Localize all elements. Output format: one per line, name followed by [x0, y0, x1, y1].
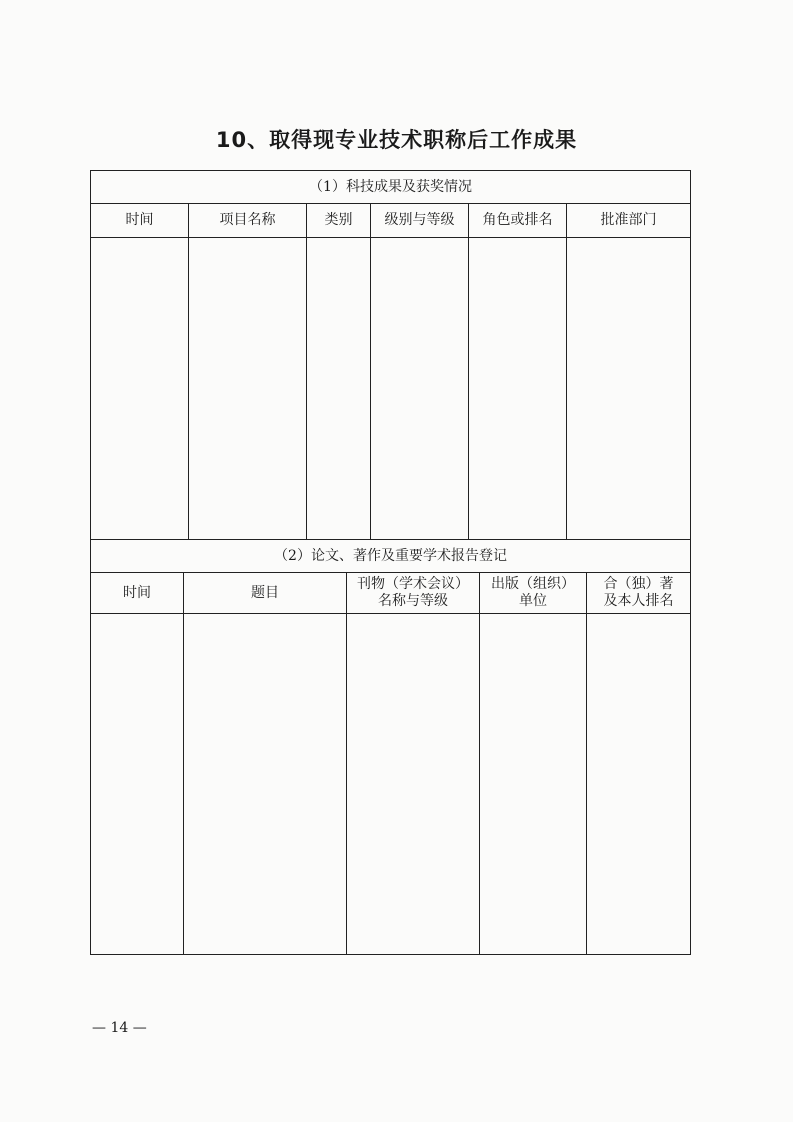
- column-cell[interactable]: [184, 614, 346, 954]
- achievements-awards-table: [90, 170, 691, 540]
- column-cell[interactable]: [91, 614, 183, 954]
- column-project-name: [189, 204, 307, 539]
- column-cell[interactable]: [91, 238, 188, 539]
- column-header-line1: 时间: [123, 584, 151, 601]
- column-cell[interactable]: [480, 614, 586, 954]
- column-cell[interactable]: [567, 238, 690, 539]
- column-header: 级别与等级: [371, 204, 468, 238]
- papers-works-header: （2）论文、著作及重要学术报告登记: [91, 540, 690, 573]
- column-header: 批准部门: [567, 204, 690, 238]
- page-title: 10、取得现专业技术职称后工作成果: [215, 128, 578, 152]
- column-header-line1: 合（独）著: [603, 576, 674, 592]
- page-number: — 14 —: [92, 1020, 147, 1036]
- column-journal-conference: [347, 573, 480, 954]
- achievements-awards-header: （1）科技成果及获奖情况: [91, 171, 690, 204]
- column-header-line1: 刊物（学术会议）: [357, 576, 469, 592]
- column-header-line2: 及本人排名: [603, 593, 674, 609]
- column-time: [91, 204, 189, 539]
- column-header: [480, 573, 586, 614]
- column-cell[interactable]: [371, 238, 468, 539]
- column-header: 类别: [307, 204, 370, 238]
- column-cell[interactable]: [307, 238, 370, 539]
- column-approving-dept: [567, 204, 690, 539]
- column-header: [91, 573, 183, 614]
- column-authorship-rank: [587, 573, 690, 954]
- column-header: 时间: [91, 204, 188, 238]
- column-header-line2: 名称与等级: [378, 593, 448, 609]
- papers-works-table: [90, 540, 691, 955]
- column-header: [587, 573, 690, 614]
- column-cell[interactable]: [347, 614, 479, 954]
- column-role-rank: [469, 204, 567, 539]
- column-header: [184, 573, 346, 614]
- column-publisher: [480, 573, 587, 954]
- column-header: 项目名称: [189, 204, 306, 238]
- column-header-line2: 单位: [519, 593, 547, 609]
- column-header-line1: 出版（组织）: [491, 576, 575, 592]
- column-header: 角色或排名: [469, 204, 566, 238]
- column-cell[interactable]: [587, 614, 690, 954]
- column-time: [91, 573, 184, 954]
- column-category: [307, 204, 371, 539]
- column-header: [347, 573, 479, 614]
- column-cell[interactable]: [469, 238, 566, 539]
- column-topic: [184, 573, 347, 954]
- column-cell[interactable]: [189, 238, 306, 539]
- column-header-line1: 题目: [251, 584, 279, 601]
- column-level-grade: [371, 204, 469, 539]
